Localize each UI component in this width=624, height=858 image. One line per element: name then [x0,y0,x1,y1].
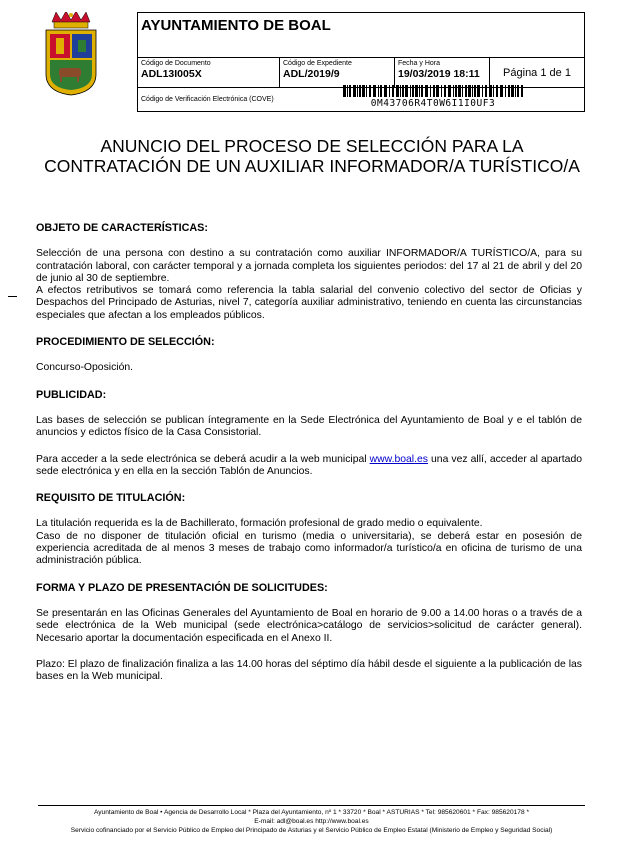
barcode-bar [444,85,446,97]
barcode-bar [405,85,408,97]
cove-code: 0M43706R4T0W6I1I0UF3 [370,98,496,109]
doc-code-label: Código de Documento [141,60,211,67]
barcode-bar [458,85,461,97]
document-header-table [137,12,585,112]
barcode-bar [400,85,401,97]
paragraph [36,454,582,479]
barcode-bar [389,85,390,97]
cove-label: Código de Verificación Electrónica (COVE) [141,96,274,103]
barcode-bar [369,85,371,97]
barcode-bar [433,85,435,97]
section-heading: OBJETO DE CARACTERÍSTICAS: [36,222,208,234]
section-forma [36,582,582,684]
barcode-bar [493,85,494,97]
exp-code-label: Código de Expediente [283,60,352,67]
section-heading: REQUISITO DE TITULACIÓN: [36,492,186,505]
barcode-bar [347,85,348,97]
barcode-bar [515,85,516,97]
text: Para acceder a la sede electrónica se deberá acudir a la web municipal [36,453,370,465]
section-objeto [36,222,582,322]
barcode-bar [455,85,457,97]
barcode-bar [517,85,519,97]
barcode-bar [392,85,394,97]
section-procedimiento [36,336,582,375]
barcode-bar [453,85,454,97]
barcode-bar [508,85,510,97]
text: una vez allí, acceder al apartado sede electrónica y en ella en la sección Tablón de Anuncios. [36,453,582,477]
website-link[interactable]: www.boal.es [369,453,428,465]
barcode-bar [384,85,387,97]
barcode-bar [343,85,346,97]
barcode-bar [477,85,480,97]
barcode-bar [419,85,420,97]
document-body [36,222,582,697]
barcode-bar [373,85,376,97]
org-name: AYUNTAMIENTO DE BOAL [138,13,585,58]
paragraph: A efectos retributivos se tomará como referencia la tabla salarial del convenio colectivo del sector de Oficias y Despachos del Principado de Asturias, nivel 7, categoría auxiliar administrativo, teniendo en cuenta las circunstancias especiales que afectan a los empleados públicos. [36,285,582,321]
barcode-bar [366,85,367,97]
barcode [343,85,523,97]
barcode-bar [380,85,382,97]
footer-address: Ayuntamiento de Boal • Agencia de Desarrollo Local * Plaza del Ayuntamiento, nº 1 * 33720 * Boal * ASTURIAS * Tel: 985620601 * Fax: 985620178 * [93,809,530,816]
paragraph: Plazo: El plazo de finalización finaliza a las 14.00 horas del séptimo día hábil desde el siguiente a la publicación de las bases en la Web municipal. [36,658,582,683]
footer-contact: E-mail: adl@boal.es http://www.boal.es [254,818,369,825]
barcode-bar [412,85,414,97]
section-publicidad [36,389,582,478]
section-heading: FORMA Y PLAZO DE PRESENTACIÓN DE SOLICITUDES: [36,581,328,594]
barcode-bar [468,85,471,97]
barcode-bar [505,85,506,97]
barcode-bar [521,85,523,97]
section-requisito [36,492,582,567]
paragraph: Concurso-Oposición. [36,362,134,374]
paragraph: Las bases de selección se publican íntegramente en la Sede Electrónica del Ayuntamiento de Boal y e el tablón de anuncios y edictos físico de la Casa Consistorial. [36,414,582,439]
section-heading: PROCEDIMIENTO DE SELECCIÓN: [36,336,215,349]
barcode-bar [485,85,487,97]
barcode-bar [500,85,503,97]
barcode-bar [362,85,365,97]
exp-code: ADL/2019/9 [283,68,340,80]
barcode-bar [441,85,442,97]
footer-cofinance: Servicio cofinanciado por el Servicio Público de Empleo del Principado de Asturias y el Servicio Público de Empleo Estatal (Ministerio de Empleo y Seguridad Social) [70,827,553,834]
section-heading: PUBLICIDAD: [36,388,107,401]
page-indicator: Página 1 de 1 [490,58,585,88]
municipal-crest-logo [42,12,100,96]
barcode-bar [465,85,467,97]
barcode-bar [359,85,361,97]
barcode-bar [425,85,428,97]
barcode-bar [415,85,418,97]
barcode-bar [357,85,358,97]
barcode-bar [353,85,356,97]
barcode-bar [448,85,451,97]
date-value: 19/03/2019 18:11 [398,68,480,80]
barcode-bar [511,85,514,97]
barcode-bar [378,85,379,97]
date-label: Fecha y Hora [398,60,441,67]
paragraph: Selección de una persona con destino a su contratación como auxiliar INFORMADOR/A TURÍSTICO/A, para su contratación laboral, con carácter temporal y a jornada completa los siguientes periodos: del 17 al 21 de abril y del 20 de junio al 30 de septiembre. [36,248,582,284]
barcode-bar [462,85,463,97]
barcode-bar [421,85,423,97]
paragraph: La titulación requerida es la de Bachillerato, formación profesional de grado medio o equivalente. [36,518,483,530]
barcode-bar [349,85,351,97]
barcode-bar [472,85,473,97]
barcode-bar [489,85,492,97]
barcode-bar [396,85,399,97]
doc-code: ADL13I005X [141,68,202,80]
margin-mark [8,296,17,297]
barcode-bar [436,85,439,97]
barcode-bar [402,85,404,97]
footer-divider [38,805,585,806]
barcode-bar [474,85,476,97]
paragraph: Se presentarán en las Oficinas Generales del Ayuntamiento de Boal en horario de 9.00 a 14.00 horas o a través de a sede electrónica de la Web municipal (sede electrónica>catálogo de servicios>solicitud de carácter general). Necesario aportar la documentación especificada en el Anexo II. [36,607,582,644]
paragraph: Caso de no disponer de titulación oficial en turismo (media o universitaria), se deberá estar en posesión de experiencia acreditada de al menos 3 meses de trabajo como informador/a turístico/a en oficina de turismo de una administración pública. [36,530,582,567]
page-title: ANUNCIO DEL PROCESO DE SELECCIÓN PARA LA CONTRATACIÓN DE UN AUXILIAR INFORMADOR/A TURÍSTICO/A [44,136,580,176]
barcode-bar [482,85,483,97]
barcode-bar [410,85,411,97]
barcode-bar [496,85,498,97]
barcode-bar [430,85,431,97]
